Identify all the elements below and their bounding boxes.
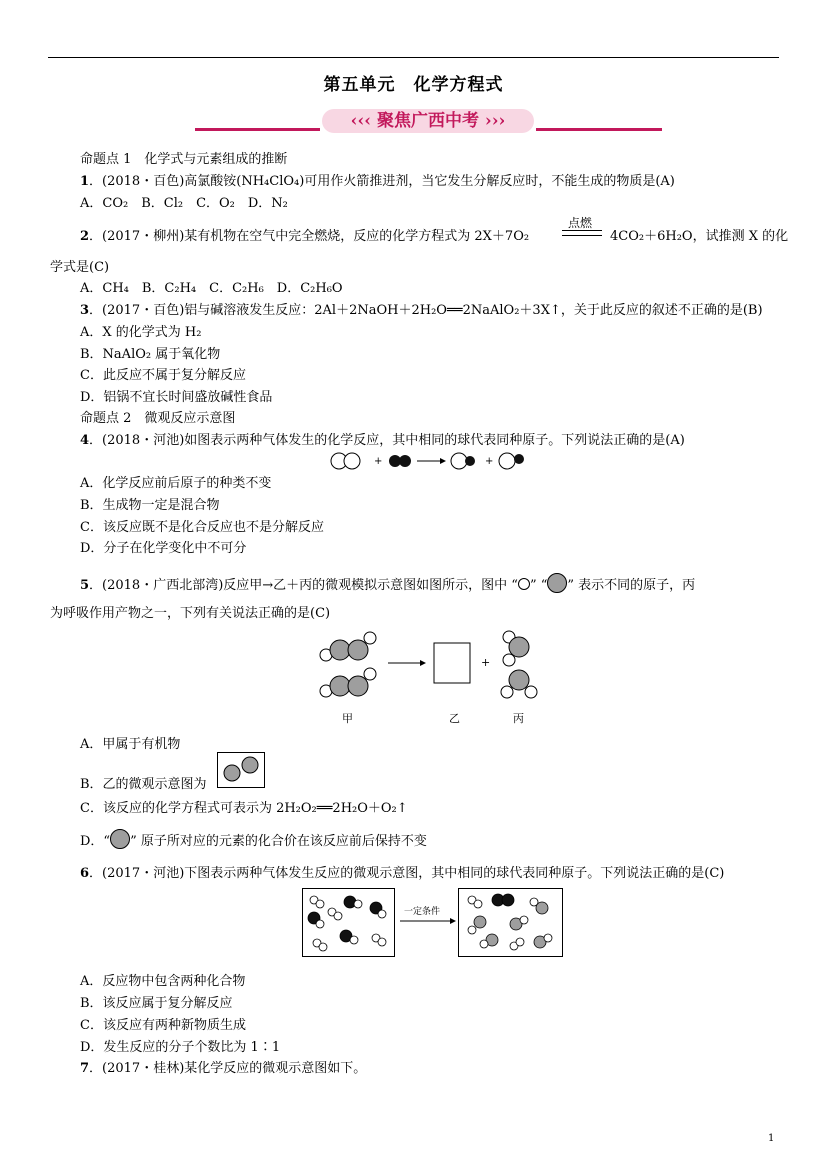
small-atom-icon <box>518 578 530 590</box>
option-a: A．甲属于有机物 <box>80 737 181 752</box>
option-a: A．X 的化学式为 H₂ <box>80 325 202 340</box>
option-d: D．铝锅不宜长时间盛放碱性食品 <box>80 390 273 405</box>
svg-text:+: + <box>481 656 491 669</box>
option-b: B．乙的微观示意图为 <box>80 777 207 792</box>
question-text: ．(2018・河池)如图表示两种气体发生的化学反应，其中相同的球代表同种原子。下列说法正确的是(A) <box>89 433 685 448</box>
question-number: 4 <box>80 433 90 448</box>
question-text: ．(2017・百色)铝与碱溶液发生反应：2Al＋2NaOH＋2H₂O══2NaAlO₂＋3X↑，关于此反应的叙述不正确的是(B) <box>89 303 763 318</box>
option-a: A．反应物中包含两种化合物 <box>80 974 246 989</box>
option-d: D．发生反应的分子个数比为 1∶1 <box>80 1040 281 1055</box>
option-c: C．该反应既不是化合反应也不是分解反应 <box>80 520 324 535</box>
question-7 <box>80 1057 366 1076</box>
question-number: 6 <box>80 866 90 881</box>
question-4 <box>80 429 685 448</box>
chevrons-right-icon: ››› <box>479 111 506 131</box>
page-title: 第五单元 化学方程式 <box>323 75 504 95</box>
q6-reaction-diagram <box>302 888 564 958</box>
question-text: ．(2017・河池)下图表示两种气体发生反应的微观示意图，其中相同的球代表同种原子。下列说法正确的是(C) <box>89 866 725 881</box>
chevrons-left-icon: ‹‹‹ <box>350 111 377 131</box>
large-gray-atom-icon <box>547 573 567 593</box>
figure-label-yi: 乙 <box>449 712 460 725</box>
question-number: 7 <box>80 1061 90 1076</box>
equals-arrow <box>562 230 602 236</box>
question-text: ．(2018・广西北部湾)反应甲→乙＋丙的微观模拟示意图如图所示，图中 “ <box>89 578 518 593</box>
large-gray-atom-icon <box>110 829 130 849</box>
question-2-options: A．CH₄ B．C₂H₄ C．C₂H₆ D．C₂H₆O <box>80 281 343 296</box>
question-5: 5．(2018・广西北部湾)反应甲→乙＋丙的微观模拟示意图如图所示，图中 “ ” “ ” 表示不同的原子，丙 <box>80 573 695 593</box>
question-6 <box>80 862 724 881</box>
option-d: D．“ ” 原子所对应的元素的化合价在该反应前后保持不变 <box>80 829 427 849</box>
question-number: 5 <box>80 578 90 593</box>
option-b-molecule-box <box>217 752 265 788</box>
question-2-cont: 4CO₂＋6H₂O，试推测 X 的化 <box>610 229 789 244</box>
figure-label-bing: 丙 <box>513 712 524 725</box>
question-number: 1 <box>80 174 90 189</box>
question-number: 3 <box>80 303 90 318</box>
reaction-condition: 点燃 <box>568 216 593 230</box>
figure-label-jia: 甲 <box>342 712 353 725</box>
banner-line-right <box>536 128 662 131</box>
question-number: 2 <box>80 229 90 244</box>
q5-reaction-diagram <box>318 628 548 708</box>
question-2 <box>80 225 529 244</box>
option-b: B．NaAlO₂ 属于氧化物 <box>80 347 221 362</box>
question-5-cont: 为呼吸作用产物之一，下列有关说法正确的是(C) <box>50 606 331 621</box>
question-text: ．(2017・柳州)某有机物在空气中完全燃烧，反应的化学方程式为 2X＋7O₂ <box>89 229 530 244</box>
section-banner <box>322 109 534 133</box>
question-text: ．(2017・桂林)某化学反应的微观示意图如下。 <box>89 1061 367 1076</box>
option-b: B．该反应属于复分解反应 <box>80 996 233 1011</box>
page-number: 1 <box>768 1133 775 1144</box>
banner-line-left <box>195 128 320 131</box>
option-c: C．此反应不属于复分解反应 <box>80 368 246 383</box>
section-heading-2: 命题点 2 微观反应示意图 <box>80 411 236 426</box>
option-d: D．分子在化学变化中不可分 <box>80 541 247 556</box>
condition-label: 一定条件 <box>404 907 441 917</box>
question-1-options: A．CO₂ B．Cl₂ C．O₂ D．N₂ <box>80 196 288 211</box>
question-3 <box>80 299 763 318</box>
section-heading-1: 命题点 1 化学式与元素组成的推断 <box>80 152 288 167</box>
q4-reaction-diagram <box>330 450 530 472</box>
svg-text:+: + <box>374 456 383 467</box>
top-rule <box>48 57 779 58</box>
question-2-cont2: 学式是(C) <box>50 260 110 275</box>
option-a: A．化学反应前后原子的种类不变 <box>80 476 272 491</box>
option-c: C．该反应有两种新物质生成 <box>80 1018 246 1033</box>
option-b: B．生成物一定是混合物 <box>80 498 220 513</box>
svg-text:+: + <box>485 456 494 467</box>
option-c: C．该反应的化学方程式可表示为 2H₂O₂══2H₂O＋O₂↑ <box>80 801 408 816</box>
question-text: ．(2018・百色)高氯酸铵(NH₄ClO₄)可用作火箭推进剂，当它发生分解反应时，不能生成的物质是(A) <box>89 174 675 189</box>
question-1 <box>80 170 675 189</box>
banner-text: 聚焦广西中考 <box>377 111 479 131</box>
